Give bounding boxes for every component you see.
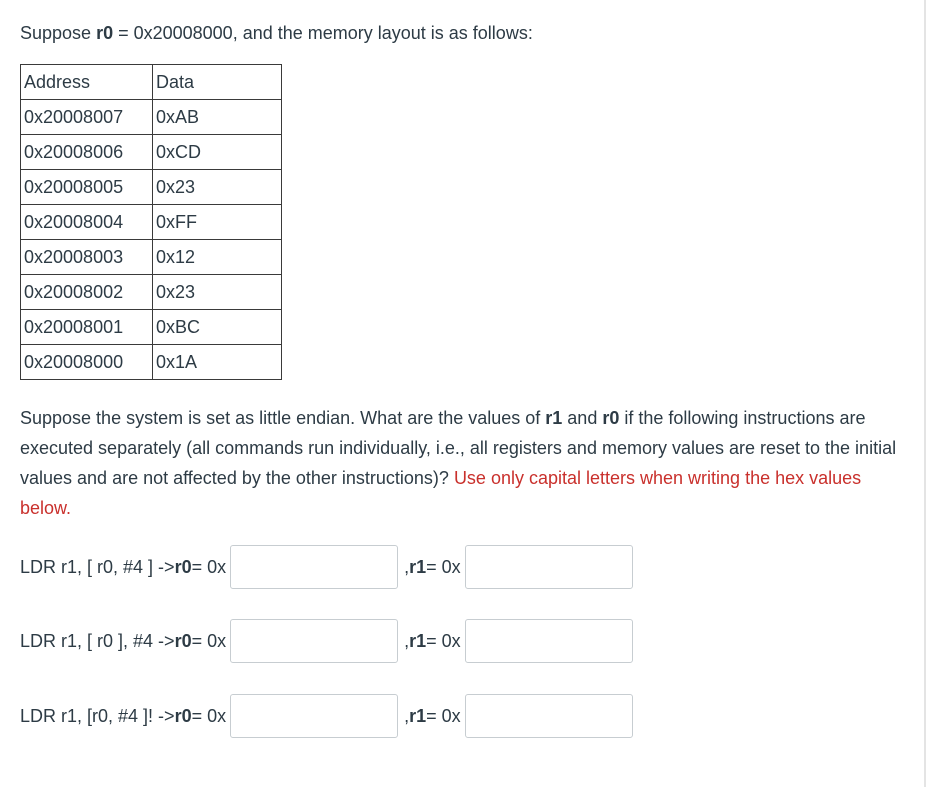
table-row [21,345,282,380]
data-cell: 0xAB [153,100,282,135]
data-cell: 0x23 [153,275,282,310]
instruction-row [20,692,633,740]
table-row [21,310,282,345]
question-and: and [562,408,603,428]
data-cell: 0xFF [153,205,282,240]
header-data: Data [153,65,282,100]
capital-letters-note: Use only capital letters when writing the hex values below. [20,468,862,518]
instruction-row [20,543,633,591]
r1-answer-input[interactable] [465,545,633,589]
address-cell: 0x20008004 [21,205,153,240]
intro-prefix: Suppose [20,23,97,43]
instruction-text: LDR r1, [ r0 ], #4 -> [20,630,175,651]
table-row [21,135,282,170]
r0-answer-input[interactable] [230,619,398,663]
separator: , [404,556,410,577]
data-cell: 0x12 [153,240,282,275]
data-cell: 0xCD [153,135,282,170]
r0-label: r0 [174,705,192,726]
address-cell: 0x20008001 [21,310,153,345]
question-text [20,403,900,523]
memory-table [20,64,282,380]
separator: , [404,705,410,726]
r1-equals: = 0x [426,556,461,577]
r1-equals: = 0x [426,630,461,651]
data-cell: 0x23 [153,170,282,205]
address-cell: 0x20008003 [21,240,153,275]
table-row [21,240,282,275]
question-r0: r0 [602,408,620,428]
question-part2: if the following instructions are executed separately (all commands run individually, i.e., all registers and memory values are reset to the initial values and are not affected by the other instructions)? [20,408,897,488]
data-cell: 0xBC [153,310,282,345]
instruction-text: LDR r1, [r0, #4 ]! -> [20,705,175,726]
r1-label: r1 [409,705,427,726]
instruction-text: LDR r1, [ r0, #4 ] -> [20,556,175,577]
r0-label: r0 [174,630,192,651]
intro-suffix: = 0x20008000, and the memory layout is as follows: [113,23,533,43]
address-cell: 0x20008007 [21,100,153,135]
table-row [21,100,282,135]
r0-answer-input[interactable] [230,694,398,738]
question-r1: r1 [545,408,563,428]
r0-equals: = 0x [191,556,227,577]
address-cell: 0x20008002 [21,275,153,310]
header-address: Address [21,65,153,100]
r0-answer-input[interactable] [230,545,398,589]
address-cell: 0x20008005 [21,170,153,205]
r1-label: r1 [409,556,427,577]
r1-label: r1 [409,630,427,651]
page-right-border [924,0,926,787]
separator: , [404,630,410,651]
intro-register: r0 [96,23,114,43]
r0-equals: = 0x [191,705,227,726]
r1-answer-input[interactable] [465,619,633,663]
table-row [21,205,282,240]
table-header-row [21,65,282,100]
question-part1: Suppose the system is set as little endian. What are the values of [20,408,546,428]
r0-equals: = 0x [191,630,227,651]
r1-answer-input[interactable] [465,694,633,738]
address-cell: 0x20008006 [21,135,153,170]
intro-text [20,20,533,46]
r0-label: r0 [174,556,192,577]
table-row [21,275,282,310]
table-row [21,170,282,205]
instruction-row [20,617,633,665]
r1-equals: = 0x [426,705,461,726]
address-cell: 0x20008000 [21,345,153,380]
data-cell: 0x1A [153,345,282,380]
